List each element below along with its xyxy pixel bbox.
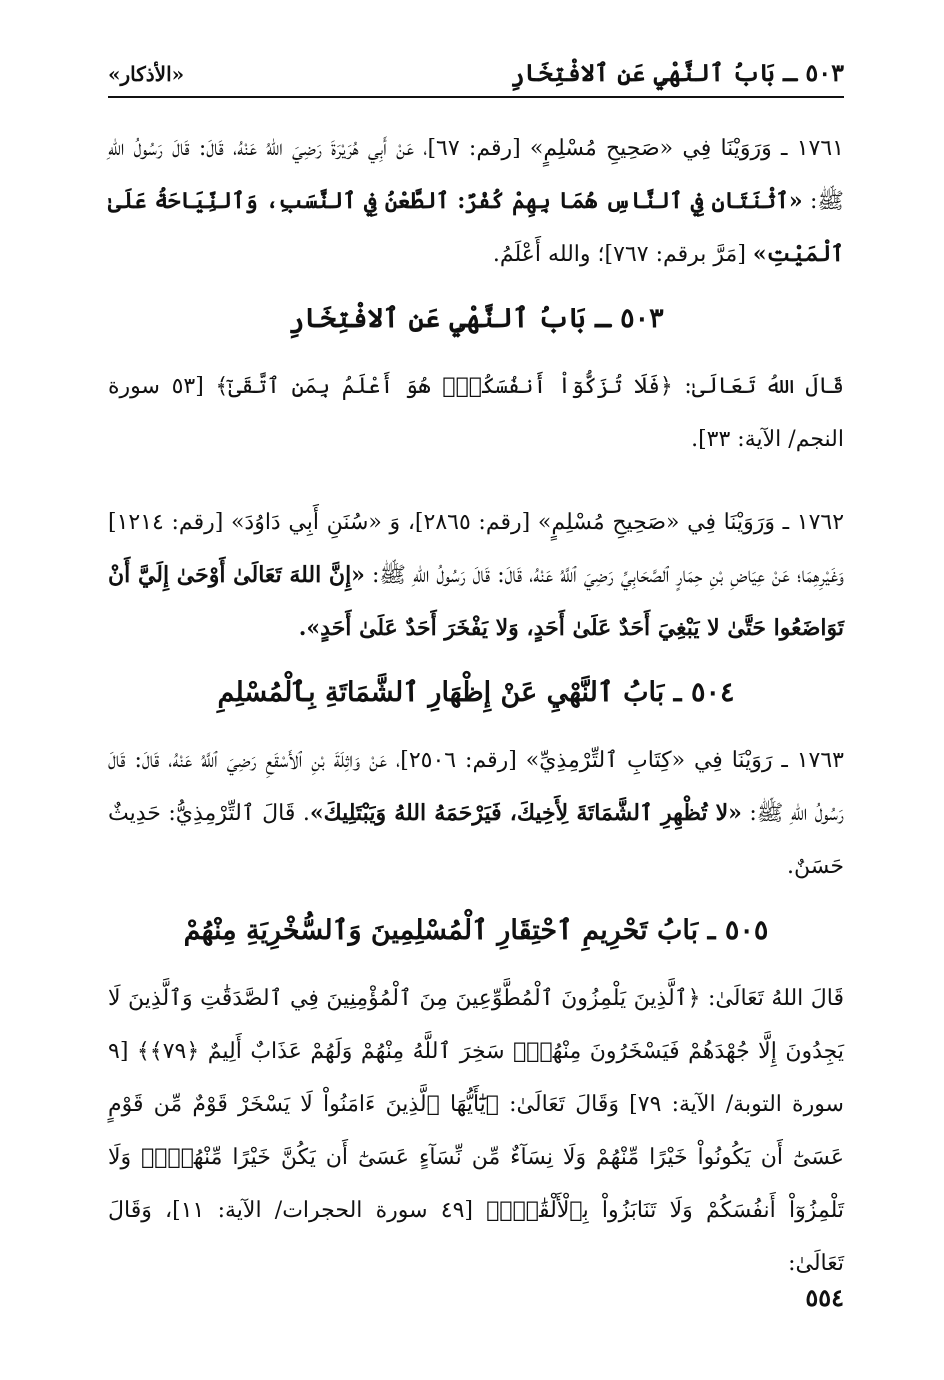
running-header — [108, 52, 844, 98]
hadith-text: [مَرَّ برقم: ٧٦٧]؛ والله أَعْلَمُ. — [492, 242, 753, 267]
quran-verse — [108, 360, 844, 466]
hadith-text: ١٧٦٢ ـ وَرَوَيْنَا فِي «صَحِيحِ مُسْلِمٍ» [رقم: ٢٨٦٥]، وَ «سُنَنِ أَبِي دَاوُدَ» [رقم: ١٢١٤] وَغَيْرِهِمَا؛ عَنْ عِيَاضِ بْنِ حِمَارٍ ٱلصَّحَابِيِّ رَضِيَ ٱللَّهُ عَنْهُ، قَالَ: قَالَ رَسُولُ اللهِ ﷺ: — [108, 510, 845, 588]
hadith-quote: «إِنَّ اللهَ تَعَالَىٰ أَوْحَىٰ إِلَيَّ أَنْ تَوَاضَعُوا حَتَّىٰ لا يَبْغِيَ أَحَدٌ عَلَىٰ أَحَدٍ، وَلا يَفْخَرَ أَحَدٌ عَلَىٰ أَحَدٍ». — [108, 562, 844, 641]
hadith-text: . قَالَ ٱلتِّرْمِذِيُّ: حَدِيثٌ حَسَنٌ. — [108, 801, 844, 879]
hadith-quote: «لا تُظْهِرِ ٱلشَّمَاتَةَ لِأَخِيكَ، فَيَرْحَمَهُ اللهُ وَيَبْتَلِيكَ» — [309, 800, 742, 826]
page-number: ٥٥٤ — [805, 1283, 844, 1312]
verse-text: قَالَ اللهُ تَعَالَىٰ: ﴿فَلَا تُزَكُّوٓاْ أَنفُسَكُمْۖ هُوَ أَعْلَمُ بِمَنِ ٱتَّقَىٰٓ﴾ [٥٣ سورة النجم/ الآية: ٣٣]. — [108, 374, 844, 452]
hadith-text: ١٧٦١ ـ وَرَوَيْنَا فِي «صَحِيحِ مُسْلِمٍ» [رقم: ٦٧]، عَنْ أَبِي هُرَيْرَةَ رَضِيَ اللهُ عَنْهُ، قَالَ: قَالَ رَسُولُ اللهِ ﷺ: — [108, 136, 844, 214]
book-title: «الأذكار» — [108, 62, 185, 86]
section-heading-503: ٥٠٣ ـ بَابُ ٱلنَّهْيِ عَنِ ٱلافْتِخَارِ — [288, 303, 664, 334]
hadith-1761 — [108, 122, 844, 281]
quran-verses — [108, 972, 844, 1290]
hadith-1762 — [108, 496, 844, 655]
section-heading-504: ٥٠٤ ـ بَابُ ٱلنَّهْيِ عَنْ إِظْهَارِ ٱلشَّمَاتَةِ بِٱلْمُسْلِمِ — [217, 677, 735, 708]
verse-text: قَالَ اللهُ تَعَالَىٰ: ﴿ٱلَّذِينَ يَلْمِزُونَ ٱلْمُطَّوِّعِينَ مِنَ ٱلْمُؤْمِنِينَ فِي ٱلصَّدَقَٰتِ وَٱلَّذِينَ لَا يَجِدُونَ إِلَّا جُهْدَهُمْ فَيَسْخَرُونَ مِنْهُمْۙ سَخِرَ ٱللَّهُ مِنْهُمْ وَلَهُمْ عَذَابٌ أَلِيمٌ ﴿٧٩﴾﴾ [٩ سورة التوبة/ الآية: ٧٩] وَقَالَ تَعَالَىٰ: ﴿يَٰٓأَيُّهَا ٱلَّذِينَ ءَامَنُواْ لَا يَسْخَرْ قَوْمٌ مِّن قَوْمٍ عَسَىٰٓ أَن يَكُونُواْ خَيْرًا مِّنْهُمْ وَلَا نِسَآءٌ مِّن نِّسَآءٍ عَسَىٰٓ أَن يَكُنَّ خَيْرًا مِّنْهُنَّۖ وَلَا تَلْمِزُوٓاْ أَنفُسَكُمْ وَلَا تَنَابَزُواْ بِٱلْأَلْقَٰبِۖ﴾ [٤٩ سورة الحجرات/ الآية: ١١]، وَقَالَ تَعَالَىٰ: — [108, 986, 844, 1276]
hadith-1763 — [108, 734, 844, 893]
section-heading-505: ٥٠٥ ـ بَابُ تَحْرِيمِ ٱحْتِقَارِ ٱلْمُسْلِمِينَ وَٱلسُّخْرِيَةِ مِنْهُمْ — [183, 915, 769, 946]
page-body — [108, 122, 844, 1290]
hadith-text: ١٧٦٣ ـ رَوَيْنَا فِي «كِتَابِ ٱلتِّرْمِذِيِّ» [رقم: ٢٥٠٦]، عَنْ وَاثِلَةَ بْنِ ٱلأَسْقَعِ رَضِيَ ٱللَّهُ عَنْهُ، قَالَ: قَالَ رَسُولُ اللهِ ﷺ: — [108, 748, 844, 826]
hadith-quote: «ٱثْنَتَانِ فِي ٱلنَّاسِ هُمَا بِهِمْ كُفْرٌ: ٱلطَّعْنُ فِي ٱلنَّسَبِ، وَٱلنِّيَاحَةُ عَلَىٰ ٱلْمَيْتِ» — [108, 188, 844, 267]
chapter-title: ٥٠٣ ـ بَابُ ٱلنَّهْيِ عَنِ ٱلافْتِخَارِ — [510, 58, 844, 87]
